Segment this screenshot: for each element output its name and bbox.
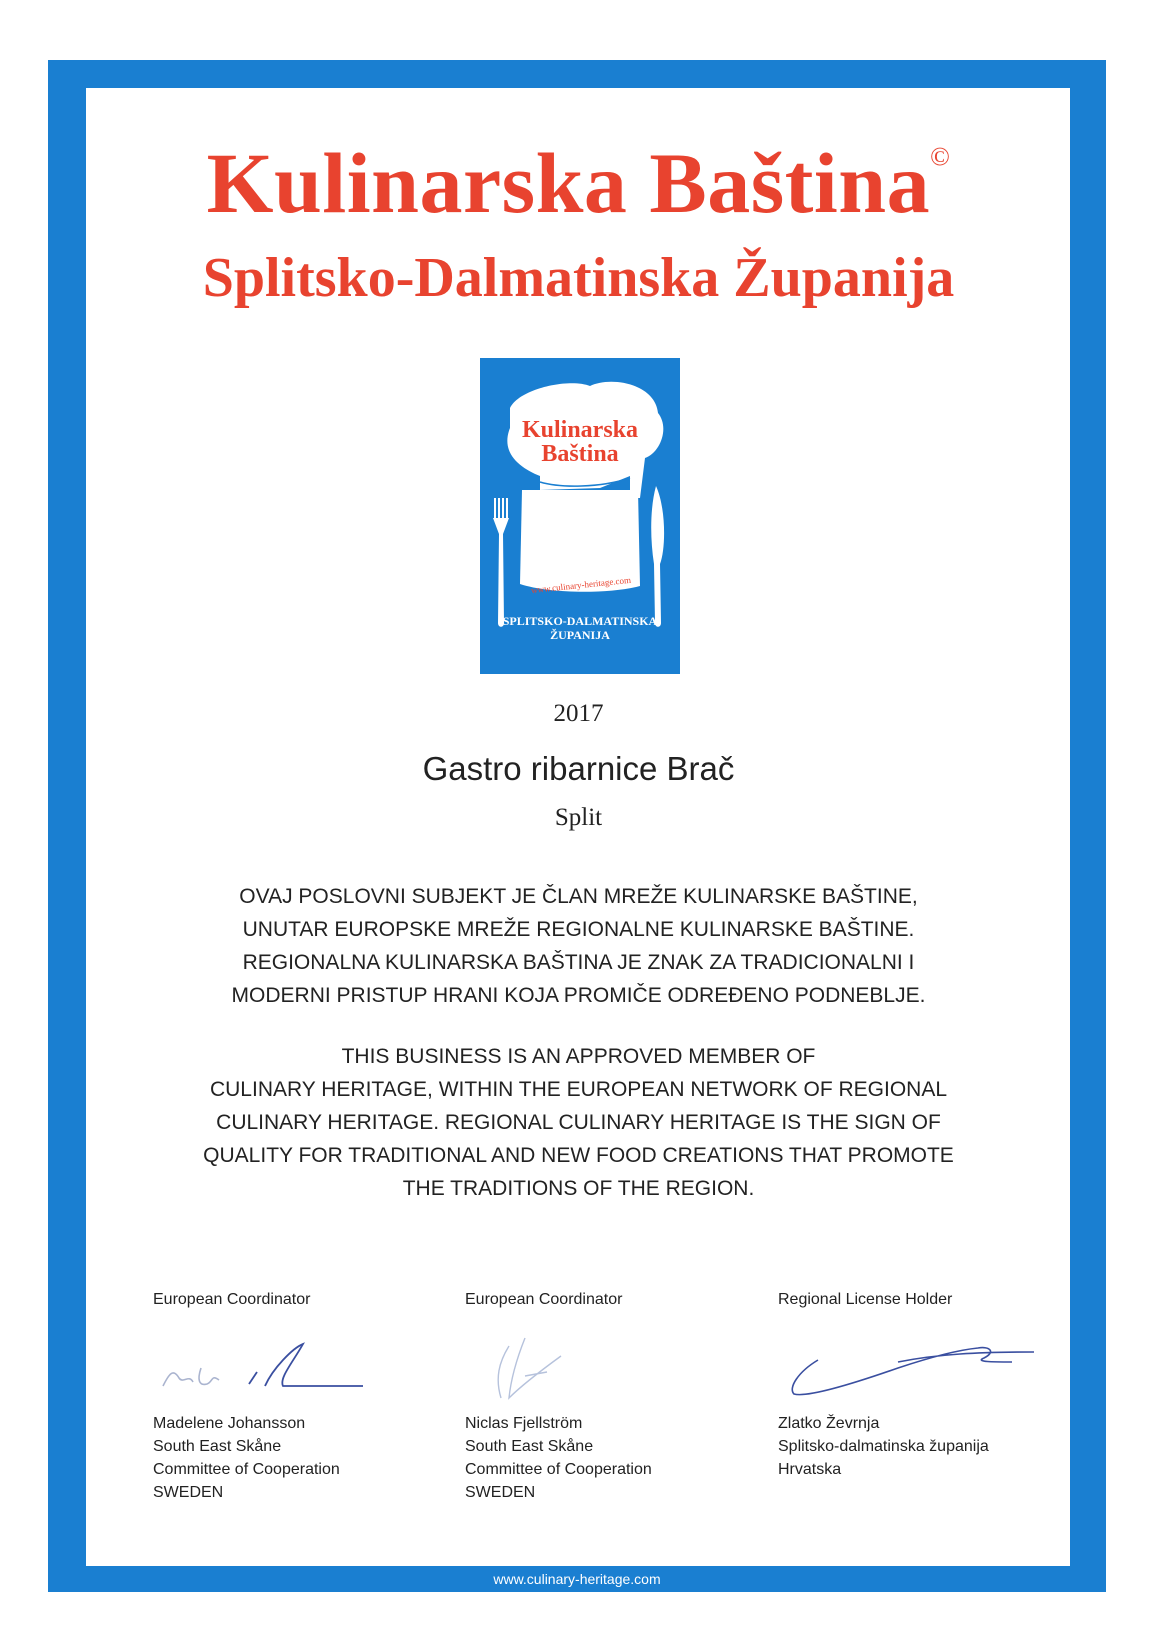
english-line: CULINARY HERITAGE. REGIONAL CULINARY HERITAGE IS THE SIGN OF	[216, 1111, 941, 1134]
signatory-details	[465, 1412, 652, 1504]
signature-3-icon	[778, 1328, 1058, 1408]
english-line: QUALITY FOR TRADITIONAL AND NEW FOOD CREATIONS THAT PROMOTE	[203, 1144, 954, 1167]
signatory-details	[153, 1412, 340, 1504]
signatory-role: European Coordinator	[153, 1291, 311, 1308]
english-statement	[0, 1040, 1157, 1205]
croatian-line: REGIONALNA KULINARSKA BAŠTINA JE ZNAK ZA TRADICIONALNI I	[242, 951, 915, 974]
signatory-line: South East Skåne	[153, 1438, 282, 1455]
signatory-line: Hrvatska	[778, 1461, 842, 1478]
croatian-line: UNUTAR EUROPSKE MREŽE REGIONALNE KULINARSKE BAŠTINE.	[242, 918, 915, 941]
english-line: CULINARY HERITAGE, WITHIN THE EUROPEAN NETWORK OF REGIONAL	[209, 1078, 948, 1101]
signatory-line: Committee of Cooperation	[153, 1461, 340, 1478]
signatory-role: Regional License Holder	[778, 1291, 953, 1308]
footer-url: www.culinary-heritage.com	[493, 1571, 661, 1587]
logo-url: www.culinary-heritage.com	[530, 574, 632, 596]
logo-region-line1: SPLITSKO-DALMATINSKA	[502, 614, 658, 628]
signature-2-icon	[465, 1328, 705, 1408]
award-year: 2017	[553, 700, 604, 727]
signatory-1	[153, 1290, 453, 1501]
logo-brand-line1: Kulinarska	[521, 417, 639, 443]
croatian-statement	[0, 880, 1157, 1012]
logo-brand-line2: Baština	[541, 441, 619, 467]
signatory-3	[778, 1290, 1078, 1478]
english-line: THIS BUSINESS IS AN APPROVED MEMBER OF	[341, 1045, 816, 1068]
certificate-subtitle: Splitsko-Dalmatinska Županija	[202, 247, 955, 309]
signatory-line: South East Skåne	[465, 1438, 594, 1455]
business-name: Gastro ribarnice Brač	[422, 750, 735, 787]
english-line: THE TRADITIONS OF THE REGION.	[402, 1177, 755, 1200]
croatian-line: OVAJ POSLOVNI SUBJEKT JE ČLAN MREŽE KULINARSKE BAŠTINE,	[239, 885, 918, 908]
croatian-line: MODERNI PRISTUP HRANI KOJA PROMIČE ODREĐENO PODNEBLJE.	[231, 984, 926, 1007]
signatory-role: European Coordinator	[465, 1291, 623, 1308]
signature-1-icon	[153, 1328, 393, 1398]
signatory-2	[465, 1290, 765, 1501]
title-text: Kulinarska Baština	[206, 135, 931, 231]
signatory-line: SWEDEN	[153, 1484, 224, 1501]
signatory-details	[778, 1412, 989, 1481]
culinary-heritage-logo	[480, 358, 680, 674]
signatory-line: Madelene Johansson	[153, 1415, 306, 1432]
business-city: Split	[554, 804, 603, 831]
signatory-line: Niclas Fjellström	[465, 1415, 583, 1432]
signatory-line: SWEDEN	[465, 1484, 536, 1501]
copyright-mark: ©	[930, 142, 951, 171]
certificate-title	[0, 135, 1157, 231]
signatory-line: Zlatko Ževrnja	[778, 1415, 880, 1432]
signatory-line: Splitsko-dalmatinska županija	[778, 1438, 989, 1455]
logo-region-line2: ŽUPANIJA	[550, 628, 610, 642]
signatory-line: Committee of Cooperation	[465, 1461, 652, 1478]
